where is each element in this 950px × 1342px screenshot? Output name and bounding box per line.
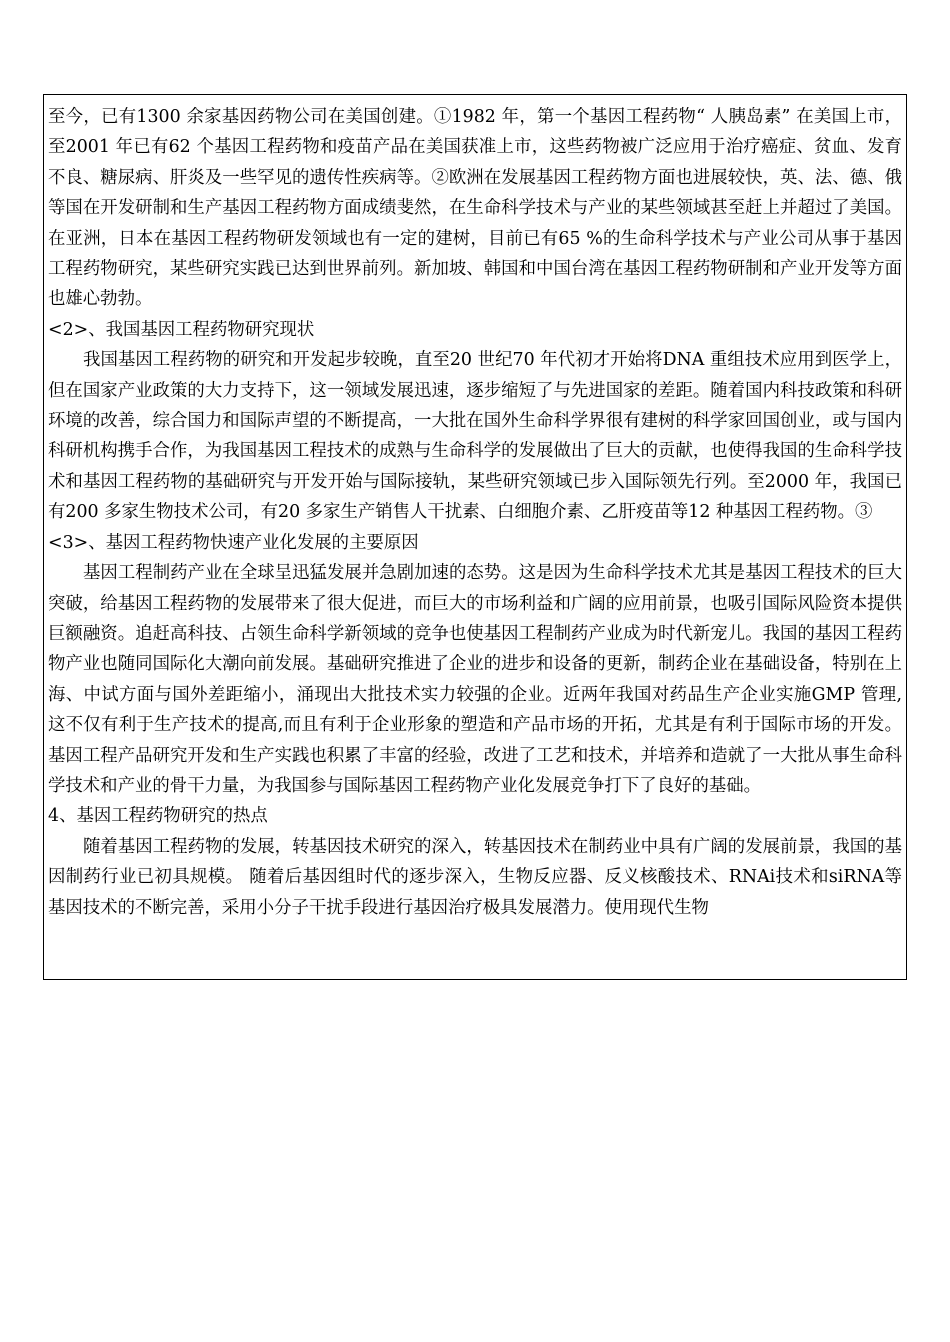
paragraph-us-eu-asia: 至今，已有1300 余家基因药物公司在美国创建。①1982 年，第一个基因工程药物“ 人胰岛素” 在美国上市，至2001 年已有62 个基因工程药物和疫苗产品在美国获准上市，这些药物被广泛应用于治疗癌症、贫血、发育不良、糖尿病、肝炎及一些罕见的遗传性疾病等。②欧洲在发展基因工程药物方面也进展较快，英、法、德、俄等国在开发研制和生产基因工程药物方面成绩斐然，在生命科学技术与产业的某些领域甚至赶上并超过了美国。在亚洲，日本在基因工程药物研发领域也有一定的建树，目前已有65 %的生命科学技术与产业公司从事于基因工程药物研究，某些研究实践已达到世界前列。新加坡、韩国和中国台湾在基因工程药物研制和产业开发等方面也雄心勃勃。: [48, 107, 902, 310]
paragraph-china-status: 我国基因工程药物的研究和开发起步较晚，直至20 世纪70 年代初才开始将DNA 重组技术应用到医学上，但在国家产业政策的大力支持下，这一领域发展迅速，逐步缩短了与先进国家的差距。随着国内科技政策和科研环境的改善，综合国力和国际声望的不断提高，一大批在国外生命科学界很有建树的科学家回国创业，或与国内科研机构携手合作，为我国基因工程技术的成熟与生命科学的发展做出了巨大的贡献，也使得我国的生命科学技术和基因工程药物的基础研究与开发开始与国际接轨，某些研究领域已步入国际领先行列。至2000 年，我国已有200 多家生物技术公司，有20 多家生产销售人干扰素、白细胞介素、乙肝疫苗等12 种基因工程药物。③: [48, 350, 902, 523]
document-body: [48, 102, 902, 923]
paragraph-research-hotspots: 随着基因工程药物的发展，转基因技术研究的深入，转基因技术在制药业中具有广阔的发展前景，我国的基因制药行业已初具规模。 随着后基因组时代的逐步深入，生物反应器、反义核酸技术、RNAi技术和siRNA等基因技术的不断完善，采用小分子干扰手段进行基因治疗极具发展潜力。使用现代生物: [48, 836, 902, 918]
heading-china-status: <2>、我国基因工程药物研究现状: [48, 319, 315, 340]
paragraph-industrialization-reasons: 基因工程制药产业在全球呈迅猛发展并急剧加速的态势。这是因为生命科学技术尤其是基因工程技术的巨大突破，给基因工程药物的发展带来了很大促进，而巨大的市场利益和广阔的应用前景，也吸引国际风险资本提供巨额融资。追赶高科技、占领生命科学新领域的竞争也使基因工程制药产业成为时代新宠儿。我国的基因工程药物产业也随同国际化大潮向前发展。基础研究推进了企业的进步和设备的更新，制药企业在基础设备，特别在上海、中试方面与国外差距缩小，涌现出大批技术实力较强的企业。近两年我国对药品生产企业实施GMP 管理,这不仅有利于生产技术的提高,而且有利于企业形象的塑造和产品市场的开拓，尤其是有利于国际市场的开发。基因工程产品研究开发和生产实践也积累了丰富的经验，改进了工艺和技术，并培养和造就了一大批从事生命科学技术和产业的骨干力量，为我国参与国际基因工程药物产业化发展竞争打下了良好的基础。: [48, 563, 902, 796]
heading-industrialization-reasons: <3>、基因工程药物快速产业化发展的主要原因: [48, 532, 419, 553]
heading-research-hotspots: 4、基因工程药物研究的热点: [48, 806, 268, 827]
